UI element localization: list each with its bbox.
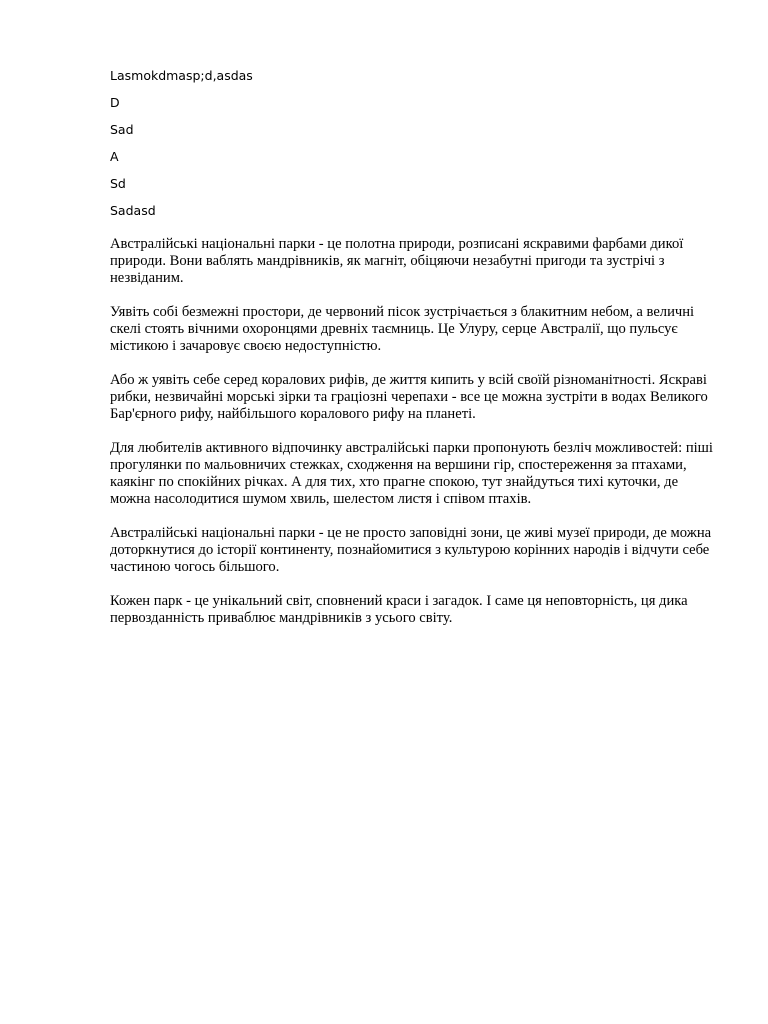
paragraph: Уявіть собі безмежні простори, де червоний пісок зустрічається з блакитним небом, а величні скелі стоять вічними охоронцями древніх таємниць. Це Улуру, серце Австралії, що пульсує містикою і зачаровує своєю недоступністю. bbox=[110, 304, 695, 354]
short-line: Sd bbox=[110, 176, 126, 191]
short-line: A bbox=[110, 149, 119, 164]
paragraph: Для любителів активного відпочинку австралійські парки пропонують безліч можливостей: піші прогулянки по мальовничих стежках, сходження на вершини гір, спостереження за птахами, каякінг по спокійних річках. А для тих, хто прагне спокою, тут знайдуться тихі куточки, де можна насолодитися шумом хвиль, шелестом листя і співом птахів. bbox=[110, 440, 713, 507]
paragraph: Кожен парк - це унікальний світ, сповнений краси і загадок. І саме ця неповторність, ця дика первозданність приваблює мандрівників з усього світу. bbox=[110, 593, 688, 626]
paragraph: Або ж уявіть себе серед коралових рифів, де життя кипить у всій своїй різноманітності. Яскраві рибки, незвичайні морські зірки та граціозні черепахи - все це можна зустріти в водах Великого Бар'єрного рифу, найбільшого коралового рифу на планеті. bbox=[110, 372, 708, 422]
short-line: Sadasd bbox=[110, 203, 156, 218]
short-lines-block bbox=[110, 68, 716, 219]
short-line: D bbox=[110, 95, 120, 110]
paragraph: Австралійські національні парки - це полотна природи, розписані яскравими фарбами дикої природи. Вони ваблять мандрівників, як магніт, обіцяючи незабутні пригоди та зустрічі з незвіданим. bbox=[110, 236, 684, 286]
short-line: Sad bbox=[110, 122, 134, 137]
short-line: Lasmokdmasp;d,asdas bbox=[110, 68, 253, 83]
paragraph: Австралійські національні парки - це не просто заповідні зони, це живі музеї природи, де можна доторкнутися до історії континенту, познайомитися з культурою корінних народів і відчути себе частиною чогось більшого. bbox=[110, 525, 712, 575]
body-text bbox=[110, 236, 716, 627]
